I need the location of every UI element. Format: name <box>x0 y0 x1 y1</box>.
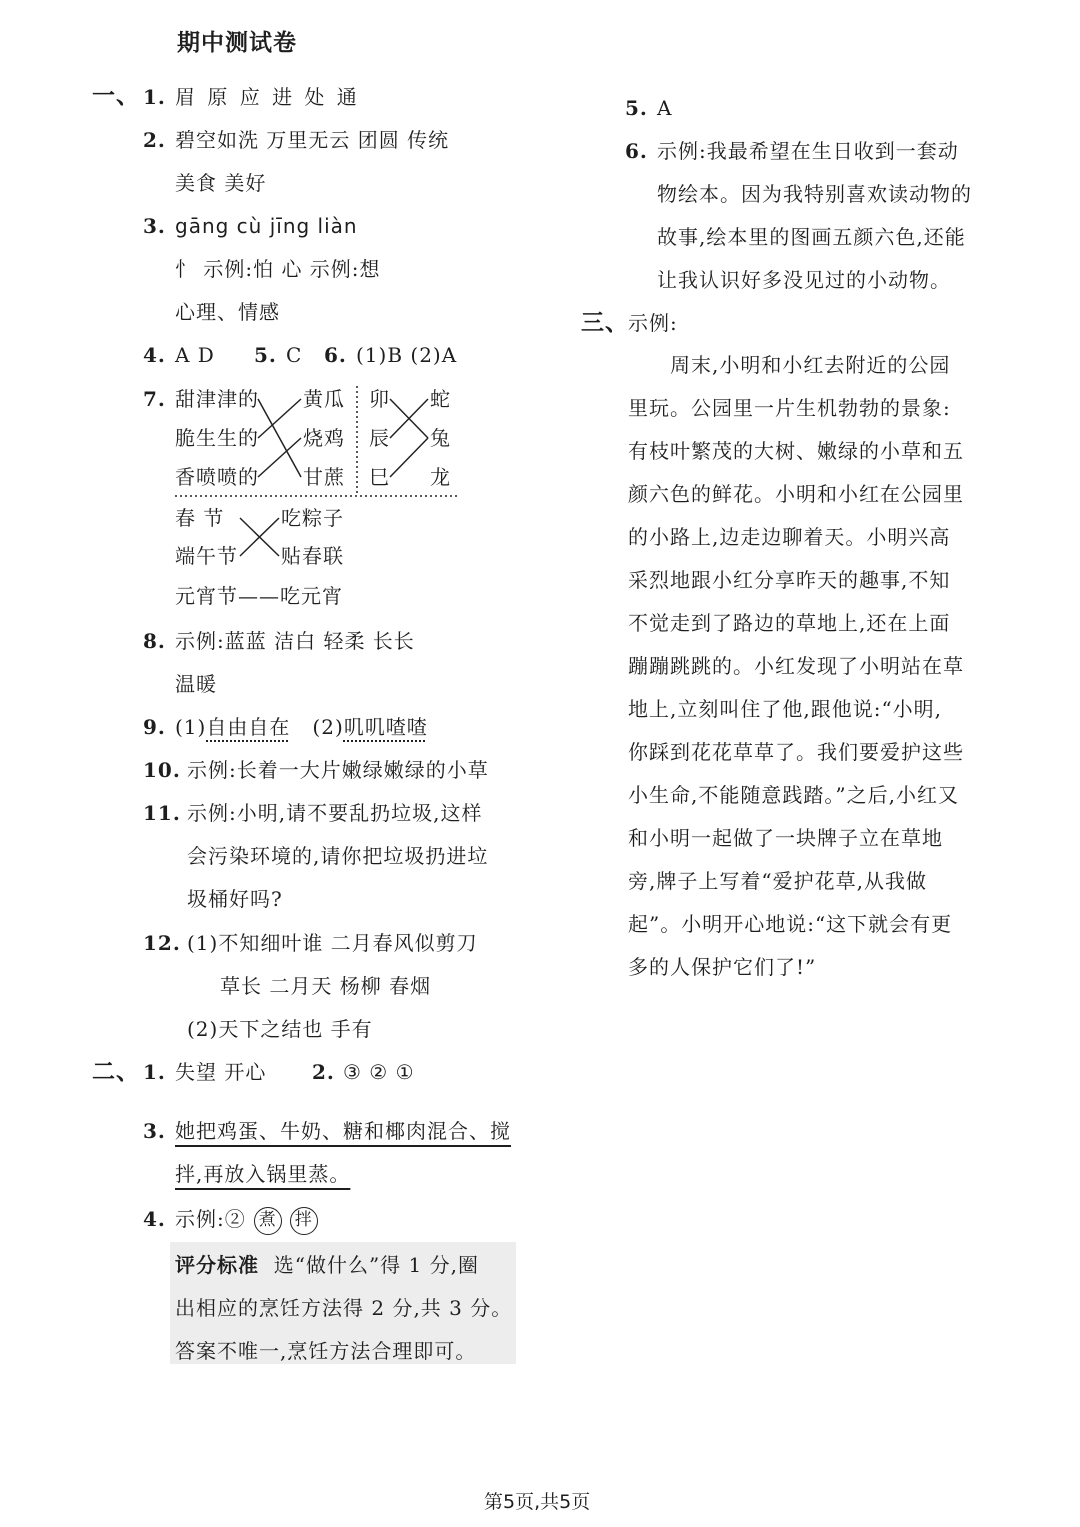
q11-answer-line2: 会污染环境的,请你把垃圾扔进垃 <box>187 844 489 868</box>
q7-zodiac-right: 兔 <box>430 426 451 450</box>
q10-number: 10. <box>143 758 181 782</box>
q7-festival-left: 春 节 <box>175 506 225 530</box>
q7-festival-right: 吃粽子 <box>281 506 344 530</box>
essay-line: 的小路上,边走边聊着天。小明兴高 <box>628 525 951 549</box>
s2-q3-number: 3. <box>143 1119 166 1143</box>
q7-festival-right: 贴春联 <box>281 544 344 568</box>
q7-right-item: 黄瓜 <box>303 387 345 411</box>
q12-answer-line1: (1)不知细叶谁 二月春风似剪刀 <box>187 931 478 955</box>
essay-line: 起”。小明开心地说:“这下就会有更 <box>628 912 953 936</box>
q7-zodiac-right: 蛇 <box>430 387 451 411</box>
essay-line: 采烈地跟小红分享昨天的趣事,不知 <box>628 568 951 592</box>
q11-number: 11. <box>143 801 181 825</box>
q6-right-line4: 让我认识好多没见过的小动物。 <box>657 268 951 292</box>
q7-left-item: 脆生生的 <box>175 426 259 450</box>
grading-line2: 出相应的烹饪方法得 2 分,共 3 分。 <box>175 1296 513 1320</box>
q6-right-number: 6. <box>625 139 648 163</box>
essay-line: 地上,立刻叫住了他,跟他说:“小明, <box>628 697 943 721</box>
s2-q2-answer: ③ ② ① <box>343 1060 415 1084</box>
match-line <box>390 438 428 477</box>
q6-number: 6. <box>324 343 347 367</box>
q6-right-line2: 物绘本。因为我特别喜欢读动物的 <box>657 182 972 206</box>
s2-q4-number: 4. <box>143 1207 166 1231</box>
q6-answer: (1)B (2)A <box>356 343 458 367</box>
q7-zodiac-left: 巳 <box>369 465 390 489</box>
grading-line1: 评分标准 选“做什么”得 1 分,圈 <box>175 1253 479 1277</box>
s2-q1-number: 1. <box>143 1060 166 1084</box>
q8-answer-line1: 示例:蓝蓝 洁白 轻柔 长长 <box>175 629 415 653</box>
q12-number: 12. <box>143 931 181 955</box>
q5-answer: C <box>286 343 303 367</box>
q7-zodiac-left: 辰 <box>369 426 390 450</box>
s2-q3-answer-line1: 她把鸡蛋、牛奶、糖和椰肉混合、搅 <box>175 1119 511 1143</box>
q11-answer-line3: 圾桶好吗? <box>187 887 283 911</box>
match-line <box>258 399 301 438</box>
q1-answer: 眉 原 应 进 处 通 <box>175 85 360 109</box>
essay-line: 多的人保护它们了!” <box>628 955 817 979</box>
q11-answer-line1: 示例:小明,请不要乱扔垃圾,这样 <box>187 801 483 825</box>
s2-q3-answer-line2: 拌,再放入锅里蒸。 <box>175 1162 351 1186</box>
q3-number: 3. <box>143 214 166 238</box>
q7-festival-left: 端午节 <box>175 544 238 568</box>
match-line <box>258 438 301 477</box>
essay-line: 不觉走到了路边的草地上,还在上面 <box>628 611 951 635</box>
q12-answer-line2: 草长 二月天 杨柳 春烟 <box>220 974 432 998</box>
q7-zodiac-right: 龙 <box>430 465 451 489</box>
q3-answer-line3: 心理、情感 <box>175 300 280 324</box>
q10-answer: 示例:长着一大片嫩绿嫩绿的小草 <box>187 758 489 782</box>
q7-left-item: 香喷喷的 <box>175 465 259 489</box>
essay-line: 里玩。公园里一片生机勃勃的景象: <box>628 396 951 420</box>
q2-answer-line1: 碧空如洗 万里无云 团圆 传统 <box>175 128 450 152</box>
essay-line: 小生命,不能随意践踏。”之后,小红又 <box>628 783 959 807</box>
essay-line: 你踩到花花草草了。我们要爱护这些 <box>628 740 964 764</box>
circled-cooking-method: 拌 <box>290 1207 318 1235</box>
q9-number: 9. <box>143 715 166 739</box>
section-3-number: 三、 <box>581 309 629 336</box>
q1-number: 1. <box>143 85 166 109</box>
section-1-number: 一、 <box>92 82 140 109</box>
q7-number: 7. <box>143 387 166 411</box>
essay-line: 颜六色的鲜花。小明和小红在公园里 <box>628 482 964 506</box>
essay-line: 和小明一起做了一块牌子立在草地 <box>628 826 943 850</box>
q3-pinyin: gāng cù jīng liàn <box>175 214 358 238</box>
q7-zodiac-left: 卯 <box>369 387 390 411</box>
q8-answer-line2: 温暖 <box>175 672 217 696</box>
q5-right-number: 5. <box>625 96 648 120</box>
q4-answer: A D <box>175 343 215 367</box>
grading-label: 评分标准 <box>175 1253 259 1277</box>
s2-q4-answer: 示例:② 煮 拌 <box>175 1206 318 1235</box>
essay-line: 旁,牌子上写着“爱护花草,从我做 <box>628 869 927 893</box>
circled-cooking-method: 煮 <box>254 1207 282 1235</box>
essay-line: 周末,小明和小红去附近的公园 <box>670 353 951 377</box>
grading-line3: 答案不唯一,烹饪方法合理即可。 <box>175 1339 477 1363</box>
q5-right-answer: A <box>657 96 673 120</box>
essay-line: 有枝叶繁茂的大树、嫩绿的小草和五 <box>628 439 964 463</box>
page-footer: 第5页,共5页 <box>484 1491 591 1513</box>
q12-answer-line3: (2)天下之结也 手有 <box>187 1017 373 1041</box>
q4-number: 4. <box>143 343 166 367</box>
section-3-label: 示例: <box>628 311 678 335</box>
q5-number: 5. <box>254 343 277 367</box>
q6-right-line1: 示例:我最希望在生日收到一套动 <box>657 139 959 163</box>
q7-left-item: 甜津津的 <box>175 387 259 411</box>
q6-right-line3: 故事,绘本里的图画五颜六色,还能 <box>657 225 966 249</box>
s2-q2-number: 2. <box>312 1060 335 1084</box>
page-title: 期中测试卷 <box>177 30 297 56</box>
match-line <box>258 399 301 477</box>
q7-right-item: 甘蔗 <box>303 465 345 489</box>
q8-number: 8. <box>143 629 166 653</box>
q2-number: 2. <box>143 128 166 152</box>
q2-answer-line2: 美食 美好 <box>175 171 267 195</box>
q3-answer-line2: 忄 示例:怕 心 示例:想 <box>175 257 381 281</box>
q7-right-item: 烧鸡 <box>303 426 345 450</box>
q7-festival-last: 元宵节——吃元宵 <box>175 584 343 608</box>
s2-q1-answer: 失望 开心 <box>175 1060 267 1084</box>
essay-line: 蹦蹦跳跳的。小红发现了小明站在草 <box>628 654 964 678</box>
q9-answer: (1)自由自在 (2)叽叽喳喳 <box>175 715 428 739</box>
section-2-number: 二、 <box>92 1058 140 1085</box>
